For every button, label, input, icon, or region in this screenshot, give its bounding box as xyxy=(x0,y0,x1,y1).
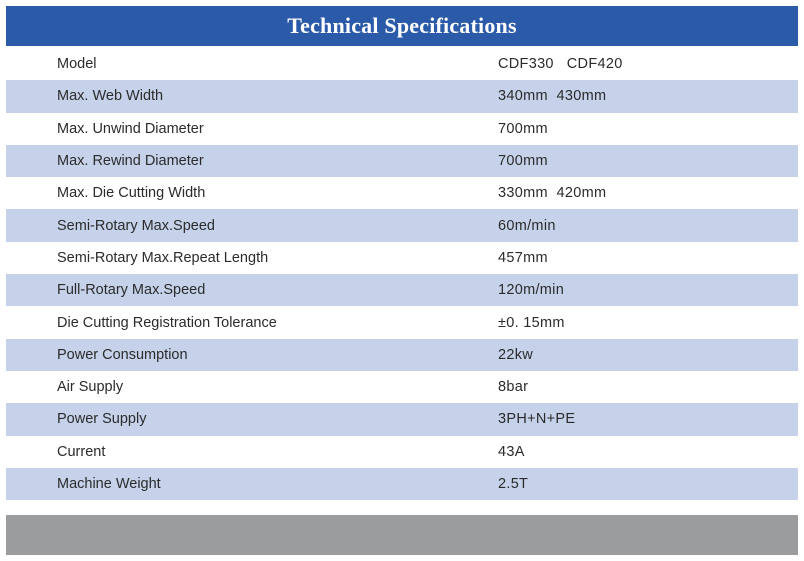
spec-label: Full-Rotary Max.Speed xyxy=(57,282,206,299)
table-row xyxy=(6,403,798,435)
table-row xyxy=(6,177,798,209)
table-row xyxy=(6,274,798,306)
spec-value: CDF330 CDF420 xyxy=(498,56,623,73)
spec-label: Semi-Rotary Max.Repeat Length xyxy=(57,249,269,266)
table-row xyxy=(6,371,798,403)
spec-label: Semi-Rotary Max.Speed xyxy=(57,217,215,234)
table-row xyxy=(6,113,798,145)
spec-label: Max. Rewind Diameter xyxy=(57,153,204,170)
spec-value: ±0. 15mm xyxy=(498,314,565,331)
page-title: Technical Specifications xyxy=(287,13,517,38)
table-row xyxy=(6,80,798,112)
spec-label: Max. Die Cutting Width xyxy=(57,185,206,202)
spec-label: Machine Weight xyxy=(57,476,161,492)
spec-label: Power Consumption xyxy=(57,346,188,363)
spec-label: Max. Web Width xyxy=(57,88,164,105)
spec-value: 120m/min xyxy=(498,282,565,299)
spec-value: 340mm 430mm xyxy=(498,88,607,105)
table-row xyxy=(6,306,798,338)
spec-table xyxy=(6,48,798,500)
table-row xyxy=(6,145,798,177)
table-row xyxy=(6,209,798,241)
spec-value: 43A xyxy=(498,443,525,460)
spec-value: 700mm xyxy=(498,153,548,170)
spec-label: Max. Unwind Diameter xyxy=(57,120,204,137)
spec-value: 700mm xyxy=(498,120,548,137)
table-row xyxy=(6,48,798,80)
spec-value: 60m/min xyxy=(498,217,556,234)
spec-label: Air Supply xyxy=(57,379,124,396)
spec-label: Die Cutting Registration Tolerance xyxy=(57,314,277,331)
spec-value: 330mm 420mm xyxy=(498,185,607,202)
spec-value: 2.5T xyxy=(498,476,529,492)
spec-value: 3PH+N+PE xyxy=(498,411,576,428)
table-row xyxy=(6,339,798,371)
spec-label: Power Supply xyxy=(57,411,147,428)
spec-header xyxy=(6,6,798,46)
spec-value: 8bar xyxy=(498,379,529,396)
spec-value: 457mm xyxy=(498,249,548,266)
spec-label: Current xyxy=(57,443,106,460)
table-row xyxy=(6,242,798,274)
table-row xyxy=(6,436,798,468)
table-row xyxy=(6,468,798,500)
spec-value: 22kw xyxy=(498,346,534,363)
spec-label: Model xyxy=(57,56,97,73)
footer-bar xyxy=(6,515,798,555)
